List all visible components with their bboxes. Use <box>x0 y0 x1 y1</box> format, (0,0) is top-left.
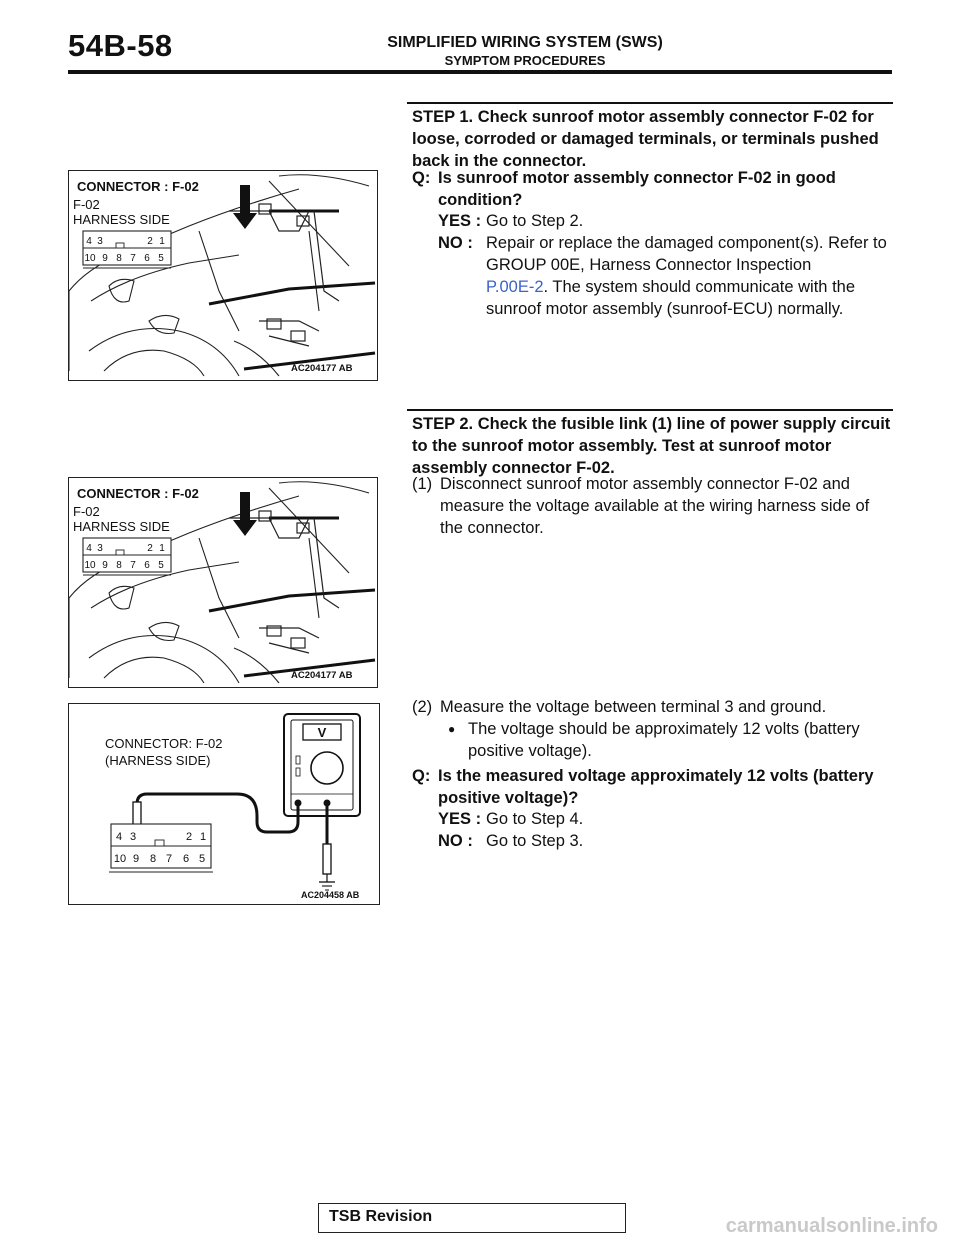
fig2-pin-3: 3 <box>97 543 103 554</box>
section-title: SIMPLIFIED WIRING SYSTEM (SWS) <box>387 34 663 51</box>
voltmeter <box>284 714 360 816</box>
header-rule <box>68 70 892 74</box>
step1-rule <box>407 102 893 104</box>
fig3-pin-7: 7 <box>165 853 173 865</box>
meter-symbol: V <box>317 725 327 740</box>
fig3-pin-8: 8 <box>149 853 157 865</box>
page-number: 54B-58 <box>68 28 173 63</box>
fig2-pin-8: 8 <box>116 560 122 571</box>
step2-no <box>438 830 894 852</box>
tsb-revision-box: TSB Revision <box>318 1203 626 1233</box>
fig1-pin-5: 5 <box>158 253 164 264</box>
step1-no-label: NO : <box>438 234 473 252</box>
fig2-pin-9: 9 <box>102 560 108 571</box>
fig2-pin-7: 7 <box>130 560 136 571</box>
meter-dial-icon <box>311 752 343 784</box>
step1-q-label: Q: <box>412 169 431 187</box>
fig3-pin-10: 10 <box>113 853 127 865</box>
fig2-pin-2: 2 <box>147 543 153 554</box>
fig3-pin-6: 6 <box>182 853 190 865</box>
fig1-connector-label: CONNECTOR : F-02 <box>77 179 199 194</box>
location-arrow-icon <box>233 492 257 536</box>
step1-yes-text: Go to Step 2. <box>486 212 584 230</box>
step2-yes-text: Go to Step 4. <box>486 810 584 828</box>
figure-3-drawing <box>69 704 378 903</box>
fig2-side-label: HARNESS SIDE <box>73 519 170 534</box>
fig3-pin-1: 1 <box>199 831 207 843</box>
figure-2-drawing <box>69 478 376 686</box>
step2-substep-1 <box>412 473 894 539</box>
fig1-code: AC204177 AB <box>291 363 353 374</box>
fig1-connector-id: F-02 <box>73 197 100 212</box>
step1-no-link[interactable]: P.00E-2 <box>486 278 544 296</box>
step2-rule <box>407 409 893 411</box>
step1-question <box>412 167 894 211</box>
fig1-pin-8: 8 <box>116 253 122 264</box>
step1-question-text: Is sunroof motor assembly connector F-02 in good condition? <box>438 169 836 209</box>
step2-question-text: Is the measured voltage approximately 12 volts (battery positive voltage)? <box>438 767 874 807</box>
figure-1-connector-location <box>68 170 378 381</box>
step1-yes-label: YES : <box>438 212 482 230</box>
figure-1-drawing <box>69 171 376 379</box>
fig2-pin-5: 5 <box>158 560 164 571</box>
fig2-connector-label: CONNECTOR : F-02 <box>77 486 199 501</box>
fig3-pin-9: 9 <box>132 853 140 865</box>
fig2-connector-face <box>83 538 171 575</box>
probe-ground <box>319 844 335 890</box>
fig1-pin-1: 1 <box>159 236 165 247</box>
step2-heading: STEP 2. Check the fusible link (1) line of power supply circuit to the sunroof motor assembly. Test at sunroof motor assembly connector F-02. <box>412 415 891 477</box>
step2-bullet-text: The voltage should be approximately 12 volts (battery positive voltage). <box>468 720 860 760</box>
location-arrow-icon <box>233 185 257 229</box>
fig3-connector-label: CONNECTOR: F-02 <box>105 736 223 751</box>
step2-bullet <box>448 718 888 762</box>
fig2-pin-4: 4 <box>86 543 92 554</box>
fig3-side-label: (HARNESS SIDE) <box>105 753 211 768</box>
harness-lines <box>209 211 375 369</box>
step2-no-text: Go to Step 3. <box>486 832 584 850</box>
section-subtitle: SYMPTOM PROCEDURES <box>444 53 606 68</box>
step2-q-label: Q: <box>412 767 431 785</box>
step1-no-text-2: . The system should communicate with the sunroof motor assembly (sunroof-ECU) normally. <box>486 278 856 318</box>
fig3-pin-2: 2 <box>185 831 193 843</box>
fig2-connector-id: F-02 <box>73 504 100 519</box>
step1-no-text-1: Repair or replace the damaged component(s). Refer to GROUP 00E, Harness Connector Inspection <box>486 234 887 274</box>
step2-yes-label: YES : <box>438 810 482 828</box>
fig1-pin-3: 3 <box>97 236 103 247</box>
fig2-pin-10: 10 <box>84 560 96 571</box>
fig2-code: AC204177 AB <box>291 670 353 681</box>
fig3-code: AC204458 AB <box>301 890 360 900</box>
figure-3-voltage-measurement <box>68 703 380 905</box>
fig1-pin-7: 7 <box>130 253 136 264</box>
step2-yes <box>438 808 894 830</box>
fig2-pin-6: 6 <box>144 560 150 571</box>
fig1-pin-6: 6 <box>144 253 150 264</box>
fig1-pin-9: 9 <box>102 253 108 264</box>
step1-no <box>438 232 894 320</box>
fig1-pin-10: 10 <box>84 253 96 264</box>
step2-sub1-text: Disconnect sunroof motor assembly connector F-02 and measure the voltage available at the wiring harness side of the connector. <box>440 475 870 537</box>
step2-question <box>412 765 894 809</box>
fig3-pin-3: 3 <box>129 831 137 843</box>
fig3-pin-5: 5 <box>198 853 206 865</box>
step2-sub1-num: (1) <box>412 475 433 493</box>
watermark: carmanualsonline.info <box>725 1215 938 1237</box>
bullet-dot-icon: ● <box>448 722 456 736</box>
vehicle-outline <box>69 175 369 376</box>
fig3-pin-4: 4 <box>115 831 123 843</box>
fig1-connector-face <box>83 231 171 268</box>
vehicle-outline <box>69 482 369 683</box>
step2-sub2-text: Measure the voltage between terminal 3 and ground. <box>440 698 827 716</box>
step2-substep-2 <box>412 696 894 718</box>
fig3-connector-face <box>109 824 213 872</box>
figure-2-connector-location <box>68 477 378 688</box>
fig1-pin-4: 4 <box>86 236 92 247</box>
fig2-pin-1: 1 <box>159 543 165 554</box>
harness-lines <box>209 518 375 676</box>
step2-no-label: NO : <box>438 832 473 850</box>
fig1-pin-2: 2 <box>147 236 153 247</box>
step2-sub2-num: (2) <box>412 698 433 716</box>
fig1-side-label: HARNESS SIDE <box>73 212 170 227</box>
step1-heading: STEP 1. Check sunroof motor assembly connector F-02 for loose, corroded or damaged terminals, or terminals pushed back in the connector. <box>412 108 879 170</box>
step1-yes <box>438 210 894 232</box>
